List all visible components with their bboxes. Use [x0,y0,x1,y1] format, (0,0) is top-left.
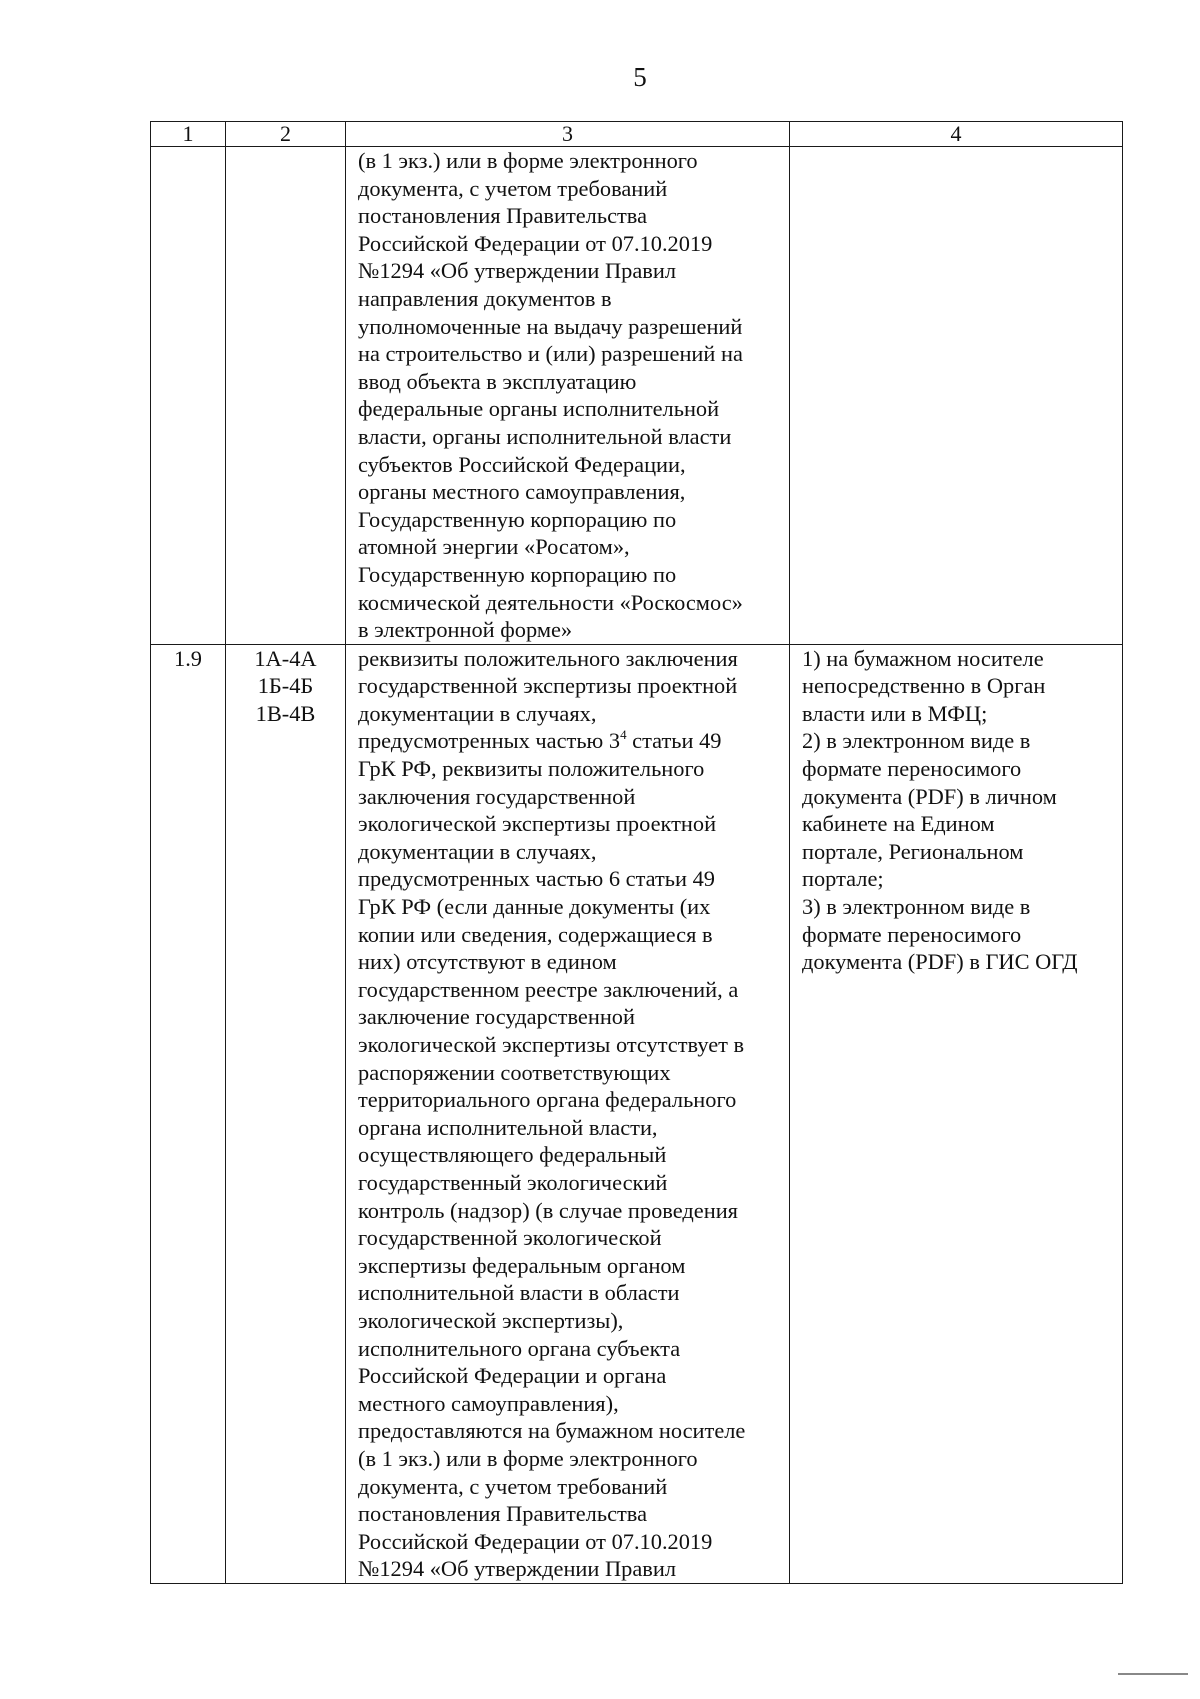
text-line: распоряжении соответствующих [358,1059,671,1085]
text-line: органы местного самоуправления, [358,479,686,505]
text-line: 1Б-4Б [257,673,314,699]
text-line: органа исполнительной власти, [358,1114,658,1140]
text-line: экологической экспертизы), [358,1307,624,1333]
text-line: направления документов в [358,285,612,311]
text-line: предусмотренных частью 6 статьи 49 [358,866,715,892]
cell-submission-method [790,147,1123,645]
text-line: постановления Правительства [358,1501,648,1527]
text-line: контроль (надзор) (в случае проведения [358,1197,738,1223]
text-line: федеральные органы исполнительной [358,396,720,422]
text-line: реквизиты положительного заключения [358,645,738,671]
text-line: непосредственно в Орган [802,673,1046,699]
text-line: Российской Федерации от 07.10.2019 [358,1528,713,1554]
text-line: предусмотренных частью $3^4$ статьи 49 [358,727,722,754]
applicant-codes [226,645,345,728]
text-line: Российской Федерации и органа [358,1363,667,1389]
text-line: (в 1 экз.) или в форме электронного [358,1445,698,1471]
text-line: заключение государственной [358,1004,635,1030]
text-line: государственной экологической [358,1225,662,1251]
text-line: документации в случаях, [358,838,597,864]
document-description-text [346,645,789,1583]
text-line: субъектов Российской Федерации, [358,451,686,477]
text-line: портале, Региональном [802,838,1024,864]
text-line: документа (PDF) в личном [802,783,1057,809]
table-row-continuation [151,147,1123,645]
text-line: постановления Правительства [358,203,648,229]
text-line: ввод объекта в эксплуатацию [358,368,637,394]
column-header-1: 1 [151,122,226,147]
text-line: власти, органы исполнительной власти [358,423,732,449]
document-description-text [346,147,789,644]
text-line: на строительство и (или) разрешений на [358,341,743,367]
column-header-4: 4 [790,122,1123,147]
cell-number [151,147,226,645]
text-line: формате переносимого [802,756,1022,782]
cell-document-description [346,147,790,645]
column-header-3: 3 [346,122,790,147]
text-line: ГрК РФ (если данные документы (их [358,894,711,920]
submission-method-text [790,645,1122,976]
text-line: документа, с учетом требований [358,1473,668,1499]
text-line: №1294 «Об утверждении Правил [358,1556,677,1582]
text-line: документа, с учетом требований [358,175,668,201]
text-line: уполномоченные на выдачу разрешений [358,313,743,339]
scan-mark [1118,1673,1188,1675]
text-line: в электронной форме» [358,617,573,643]
text-line: космической деятельности «Роскосмос» [358,589,743,615]
text-line: государственной экспертизы проектной [358,673,738,699]
text-line: Государственную корпорацию по [358,561,677,587]
text-line: государственный экологический [358,1169,668,1195]
text-line: 2) в электронном виде в [802,728,1031,754]
cell-submission-method [790,644,1123,1583]
text-line: исполнительного органа субъекта [358,1335,681,1361]
text-line: них) отсутствуют в едином [358,949,617,975]
text-line: заключения государственной [358,783,636,809]
column-header-2: 2 [226,122,346,147]
table-row-1-9 [151,644,1123,1583]
text-line: государственном реестре заключений, а [358,976,739,1002]
cell-number [151,644,226,1583]
text-line: местного самоуправления), [358,1390,619,1416]
text-line: документации в случаях, [358,700,597,726]
text-line: кабинете на Едином [802,811,995,837]
text-line: экологической экспертизы отсутствует в [358,1032,745,1057]
cell-document-description [346,644,790,1583]
page-number: 5 [633,62,647,92]
text-line: Российской Федерации от 07.10.2019 [358,230,713,256]
text-line: экспертизы федеральным органом [358,1252,686,1278]
cell-codes [226,644,346,1583]
table-header-row [151,122,1123,147]
text-line: исполнительной власти в области [358,1280,680,1306]
cell-codes [226,147,346,645]
text-line: атомной энергии «Росатом», [358,534,630,560]
text-line: формате переносимого [802,921,1022,947]
text-line: (в 1 экз.) или в форме электронного [358,148,698,173]
text-line: 1А-4А [254,645,317,671]
text-line: территориального органа федерального [358,1087,737,1113]
text-line: №1294 «Об утверждении Правил [358,258,677,284]
text-line: предоставляются на бумажном носителе [358,1418,746,1444]
text-line: 1В-4В [255,700,316,726]
text-line: 3) в электронном виде в [802,894,1031,920]
text-line: портале; [802,866,884,892]
text-line: власти или в МФЦ; [802,700,988,726]
text-line: осуществляющего федеральный [358,1142,667,1168]
text-line: экологической экспертизы проектной [358,811,717,837]
text-line: ГрК РФ, реквизиты положительного [358,756,705,782]
text-line: копии или сведения, содержащиеся в [358,921,713,947]
row-number: 1.9 [174,645,202,671]
requirements-table [150,121,1123,1584]
text-line: документа (PDF) в ГИС ОГД [802,949,1078,975]
text-line: Государственную корпорацию по [358,506,677,532]
text-line: 1) на бумажном носителе [802,645,1044,671]
